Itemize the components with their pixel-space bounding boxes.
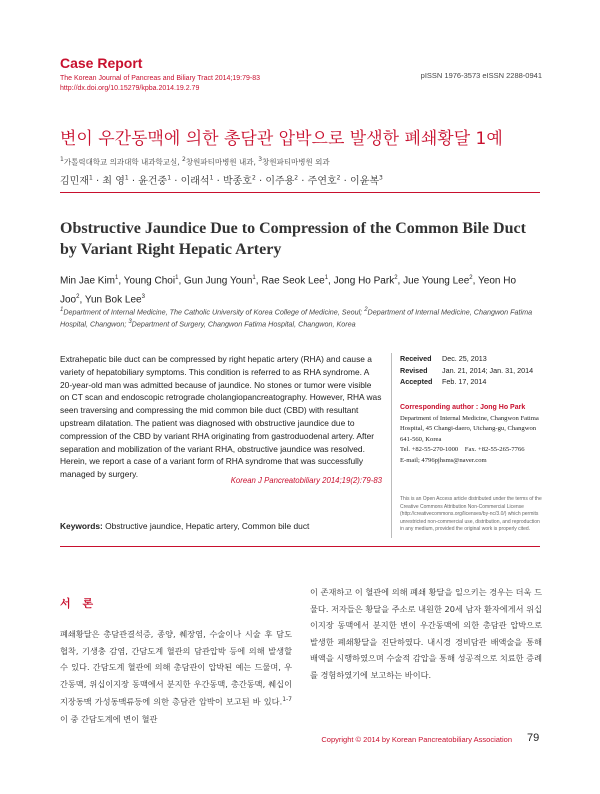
abstract-citation: Korean J Pancreatobiliary 2014;19(2):79-83 xyxy=(230,476,382,485)
author-name: 이주용 xyxy=(265,176,295,187)
aff-marker: 1 xyxy=(60,307,64,313)
reference-marker: 1-7 xyxy=(282,696,292,704)
author-sup: 1 xyxy=(88,174,93,182)
accepted-label: Accepted xyxy=(400,377,433,386)
english-affiliations xyxy=(60,305,540,330)
journal-citation: The Korean Journal of Pancreas and Biliary Tract 2014;19:79-83 xyxy=(60,75,261,82)
article-dates xyxy=(400,353,533,388)
korean-aff-3: 창원파티마병원 외과 xyxy=(262,157,330,167)
body-text-tail: 이 중 간담도계에 변이 혈관 xyxy=(60,713,158,724)
author-name: 윤건중 xyxy=(138,176,168,187)
author-sup: 1 xyxy=(175,275,179,281)
revised-date: Jan. 21, 2014; Jan. 31, 2014 xyxy=(442,365,534,375)
author-sup: 2 xyxy=(294,174,299,182)
author-sup: 2 xyxy=(469,275,473,281)
copyright-footer: Copyright © 2014 by Korean Pancreatobiliary Association xyxy=(321,735,512,744)
abstract-divider xyxy=(60,546,540,547)
author-sup: 1 xyxy=(324,275,329,281)
korean-title: 변이 우간동맥에 의한 총담관 압박으로 발생한 폐쇄황달 1예 xyxy=(60,129,503,149)
author-sup: 1 xyxy=(115,275,119,281)
aff-marker: 2 xyxy=(364,307,368,313)
aff-marker: 1 xyxy=(60,156,64,163)
author-name: Rae Seok Lee xyxy=(261,275,325,287)
author-name: Min Jae Kim xyxy=(60,275,116,287)
corresponding-author xyxy=(400,403,540,466)
author-name: Young Choi xyxy=(123,275,176,287)
korean-aff-2: 창원파티마병원 내과, xyxy=(185,157,256,167)
corresponding-address: Department of Internal Medicine, Changwon Fatima Hospital, 45 Changi-daero, Uichang-gu, Changwon 641-560, Korea xyxy=(400,414,539,443)
english-aff-3: Department of Surgery, Changwon Fatima Hospital, Changwon, Korea xyxy=(131,319,356,329)
korean-aff-1: 가톨릭대학교 의과대학 내과학교실, xyxy=(63,157,180,167)
issn-info: pISSN 1976-3573 eISSN 2288-0941 xyxy=(420,71,542,80)
author-sup: 2 xyxy=(394,275,398,281)
author-sup: 2 xyxy=(76,294,80,301)
author-name: 이윤복 xyxy=(350,176,380,187)
received-row xyxy=(400,353,533,365)
section-title: 서 론 xyxy=(60,597,98,610)
author-name: Jong Ho Park xyxy=(333,275,395,287)
author-name: Gun Jung Youn xyxy=(184,275,253,287)
english-title: Obstructive Jaundice Due to Compression of the Common Bile Duct by Variant Right Hepatic Artery xyxy=(60,220,526,258)
author-name: Yeon Ho Joo xyxy=(60,275,517,306)
english-aff-2: Department of Internal Medicine, Changwon Fatima Hospital, Changwon; xyxy=(60,307,533,329)
revised-row xyxy=(400,365,533,377)
author-sup: 2 xyxy=(336,174,341,182)
license-notice: This is an Open Access article distributed under the terms of the Creative Commons Attribution Non-Commercial License (http://creativecommons.org/licenses/by-nc/3.0/) which permits unrestricted non-commercial use, distribution, and reproduction in any medium, provided the original work is properly cited. xyxy=(400,496,542,532)
author-name: 김민재 xyxy=(60,176,89,187)
author-sup: 1 xyxy=(167,174,172,182)
keywords-list: Obstructive jaundice, Hepatic artery, Common bile duct xyxy=(105,521,310,531)
author-name: 주연호 xyxy=(307,176,337,187)
author-sup: 2 xyxy=(251,174,256,182)
author-name: 최 영 xyxy=(102,176,125,187)
author-name: Jue Young Lee xyxy=(403,275,470,287)
aff-marker: 3 xyxy=(258,156,263,163)
author-name: Yun Bok Lee xyxy=(84,294,142,306)
abstract-text: Extrahepatic bile duct can be compressed by right hepatic artery (RHA) and cause a variety of hepatobiliary symptoms. This condition is referred to as RHA syndrome. A 20-year-old man was admitted because of jaundice. No stones or tumor were visible on CT scan and endoscopic retrograde cholangiopancreatography. However, RHA was seen traversing and compressing the mid common bile duct (CBD) with resultant upstream dilatation. The patient was diagnosed with obstructive jaundice due to compression of the CBD by variant RHA originating from gastroduodenal artery. After separation and mobilization of the variant RHA, obstructive jaundice was resolved. Herein, we report a case of a variant form of RHA syndrome that was successfully managed by surgery. xyxy=(60,354,382,480)
author-sup: 3 xyxy=(379,174,383,182)
corresponding-phone xyxy=(400,445,540,456)
keywords xyxy=(60,521,382,531)
revised-label: Revised xyxy=(400,365,428,375)
header-divider xyxy=(60,192,540,193)
author-sup: 1 xyxy=(124,174,129,182)
body-column-left xyxy=(60,626,292,727)
keywords-label: Keywords: xyxy=(60,521,103,531)
tel: Tel. +82-55-270-1000 xyxy=(400,446,459,453)
english-authors: Min Jae Kim$^1$, Young Choi$^1$, Gun Jung Youn$^1$, Rae Seok Lee$^1$, Jong Ho Park$^2$, Jue Young Lee$^2$, Yeon Ho Joo$^2$, Yun Bok Lee$^3$ xyxy=(60,275,517,306)
fax: Fax. +82-55-265-7766 xyxy=(464,446,525,453)
aff-marker: 3 xyxy=(128,319,132,326)
received-label: Received xyxy=(400,354,432,363)
author-sup: 1 xyxy=(252,275,256,281)
author-sup: 1 xyxy=(209,174,214,182)
article-type-label: Case Report xyxy=(60,55,143,71)
body-column-right: 이 존재하고 이 혈관에 의해 폐쇄 황달을 일으키는 경우는 더욱 드물다. 저자들은 황달을 주소로 내원한 20세 남자 환자에게서 위십이지장 동맥에서 분지한 변이 우간동맥에 의한 총담관 압박으로 발생한 폐쇄황달을 진단하였다. 내시경 경비담관 배액술을 통해 배액을 시행하였으며 수술적 감압을 통해 성공적으로 치료한 증례를 경험하였기에 보고하는 바이다. xyxy=(310,587,542,680)
korean-affiliations xyxy=(60,156,330,168)
korean-authors: 김민재$^1$ · 최 영$^1$ · 윤건중$^1$ · 이래석$^1$ · 박종호$^2$ · 이주용$^2$ · 주연호$^2$ · 이윤복$^3$ xyxy=(60,174,383,187)
author-name: 박종호 xyxy=(222,176,252,187)
english-aff-1: Department of Internal Medicine, The Catholic University of Korea College of Medicine, Seoul; xyxy=(63,307,363,317)
author-name: 이래석 xyxy=(180,176,210,187)
accepted-row xyxy=(400,376,533,388)
doi-link[interactable]: http://dx.doi.org/10.15279/kpba.2014.19.2.79 xyxy=(60,85,200,92)
column-divider xyxy=(391,353,392,538)
received-date: Dec. 25, 2013 xyxy=(442,354,487,363)
body-text: 폐쇄황달은 총담관결석증, 종양, 췌장염, 수술이나 시술 후 담도 협착, 기생충 감염, 간담도계 혈관의 담관압박 등에 의해 발생할 수 있다. 간담도계 혈관에 의해 총담관이 압박된 예는 드물며, 우간동맥, 위십이지장 동맥에서 분지한 우간동맥, 총간동맥, 췌십이지장동맥 가성동맥류등에 의한 총담관 압박이 보고된 바 있다. xyxy=(60,629,292,708)
page-number: 79 xyxy=(527,732,540,744)
accepted-date: Feb. 17, 2014 xyxy=(442,377,487,386)
author-sup: 3 xyxy=(141,294,145,301)
corresponding-email[interactable]: E-mail; 4796pjhsms@naver.com xyxy=(400,456,487,464)
aff-marker: 2 xyxy=(182,156,186,163)
corresponding-label: Corresponding author : Jong Ho Park xyxy=(400,404,526,411)
